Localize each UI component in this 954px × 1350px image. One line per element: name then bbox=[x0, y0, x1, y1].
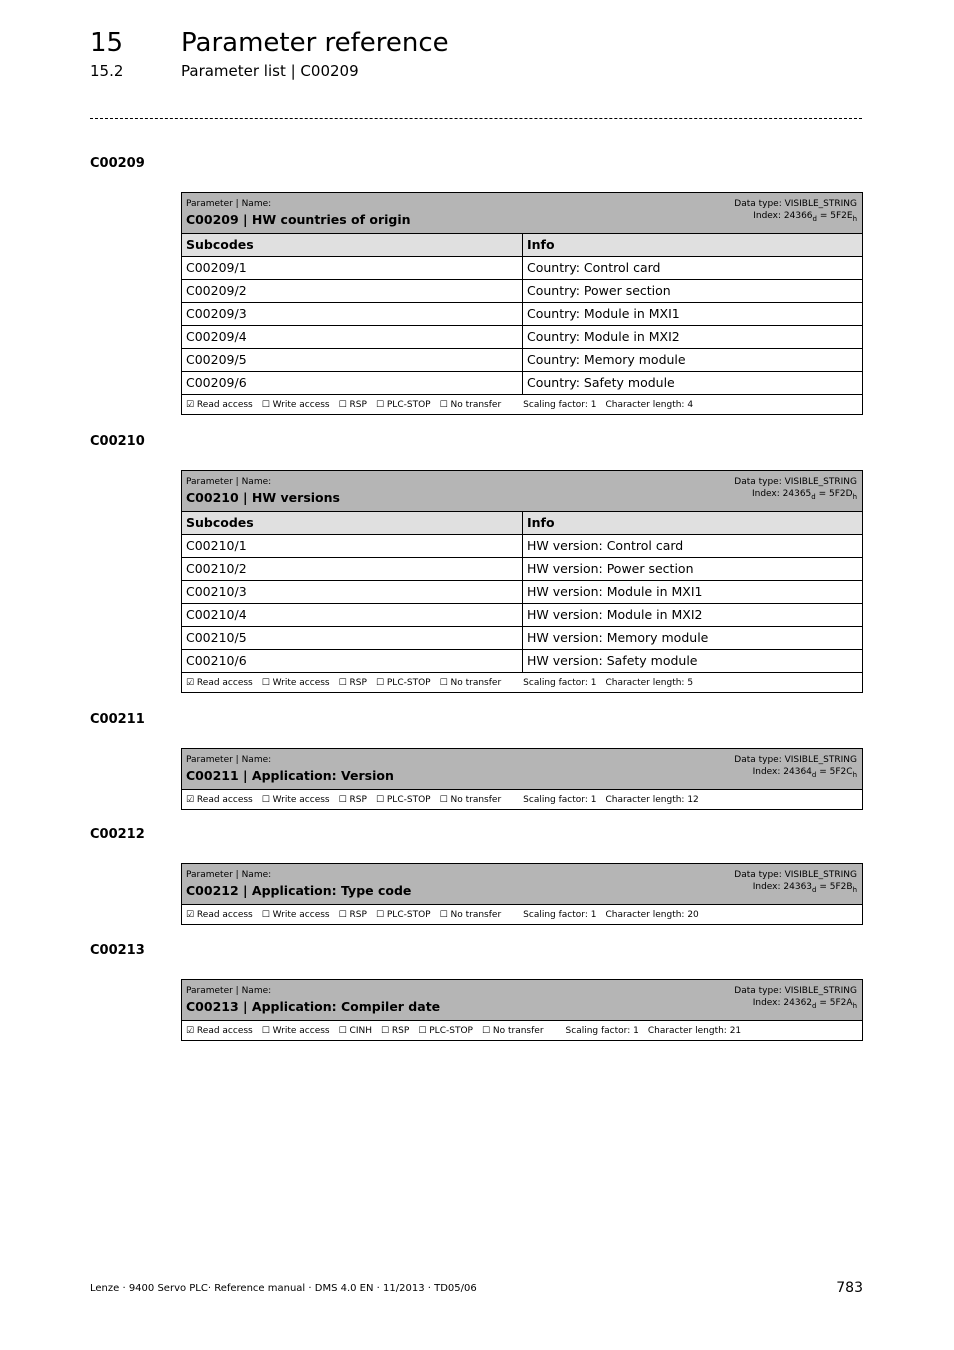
flag-read-access: ☑ Read access bbox=[186, 399, 253, 410]
parameter-index: Index: $24363_d = 5F2B_h$ bbox=[752, 882, 857, 894]
parameter-name: C00213 | Application: Compiler date bbox=[186, 999, 441, 1014]
character-length: Character length: 21 bbox=[647, 1025, 742, 1036]
flag-no-transfer: ☐ No transfer bbox=[439, 677, 502, 688]
flag-write-access: ☐ Write access bbox=[261, 1025, 330, 1036]
section-number: 15.2 bbox=[90, 62, 124, 80]
info-cell: HW version: Module in MXI2 bbox=[527, 607, 703, 622]
parameter-header bbox=[182, 980, 862, 1021]
document-footer: Lenze · 9400 Servo PLC· Reference manual · DMS 4.0 EN · 11/2013 · TD05/06 bbox=[90, 1283, 477, 1294]
subcode-cell: C00210/3 bbox=[182, 581, 523, 603]
flag-plc-stop: ☐ PLC-STOP bbox=[375, 677, 431, 688]
table-row bbox=[182, 535, 862, 558]
flag-plc-stop: ☐ PLC-STOP bbox=[375, 909, 431, 920]
subcode-cell: C00209/6 bbox=[182, 372, 523, 394]
parameter-name: C00211 | Application: Version bbox=[186, 768, 394, 783]
section-label: C00210 bbox=[90, 434, 145, 449]
flag-read-access: ☑ Read access bbox=[186, 794, 253, 805]
data-type: Data type: VISIBLE_STRING bbox=[734, 199, 857, 209]
info-cell: Country: Control card bbox=[527, 260, 661, 275]
scaling-factor: Scaling factor: 1 bbox=[523, 399, 597, 410]
flag-rsp: ☐ RSP bbox=[381, 1025, 410, 1036]
table-row bbox=[182, 280, 862, 303]
flag-write-access: ☐ Write access bbox=[261, 677, 330, 688]
info-cell: Country: Safety module bbox=[527, 375, 675, 390]
data-type: Data type: VISIBLE_STRING bbox=[734, 477, 857, 487]
column-header-info: Info bbox=[527, 515, 555, 530]
flag-no-transfer: ☐ No transfer bbox=[439, 909, 502, 920]
column-header-info: Info bbox=[527, 237, 555, 252]
subcode-cell: C00210/1 bbox=[182, 535, 523, 557]
flag-rsp: ☐ RSP bbox=[338, 909, 367, 920]
flag-write-access: ☐ Write access bbox=[261, 909, 330, 920]
info-cell: HW version: Control card bbox=[527, 538, 684, 553]
info-cell: HW version: Memory module bbox=[527, 630, 709, 645]
subcode-cell: C00210/2 bbox=[182, 558, 523, 580]
flag-read-access: ☑ Read access bbox=[186, 1025, 253, 1036]
table-row bbox=[182, 581, 862, 604]
column-header-subcodes: Subcodes bbox=[182, 234, 523, 256]
table-row bbox=[182, 349, 862, 372]
data-type: Data type: VISIBLE_STRING bbox=[734, 986, 857, 996]
subcode-cell: C00209/2 bbox=[182, 280, 523, 302]
subcode-cell: C00209/4 bbox=[182, 326, 523, 348]
parameter-header bbox=[182, 193, 862, 234]
flag-rsp: ☐ RSP bbox=[338, 677, 367, 688]
scaling-factor: Scaling factor: 1 bbox=[565, 1025, 639, 1036]
info-cell: Country: Module in MXI1 bbox=[527, 306, 680, 321]
data-type: Data type: VISIBLE_STRING bbox=[734, 870, 857, 880]
info-cell: Country: Module in MXI2 bbox=[527, 329, 680, 344]
access-flags-row bbox=[182, 790, 862, 809]
flag-plc-stop: ☐ PLC-STOP bbox=[375, 794, 431, 805]
table-row bbox=[182, 604, 862, 627]
parameter-table bbox=[181, 863, 863, 925]
table-row bbox=[182, 303, 862, 326]
table-header-row bbox=[182, 234, 862, 257]
table-row bbox=[182, 627, 862, 650]
parameter-index: Index: $24366_d = 5F2E_h$ bbox=[753, 211, 857, 223]
param-name-label: Parameter | Name: bbox=[186, 477, 272, 487]
flag-no-transfer: ☐ No transfer bbox=[481, 1025, 544, 1036]
parameter-header bbox=[182, 471, 862, 512]
flag-write-access: ☐ Write access bbox=[261, 794, 330, 805]
parameter-name: C00212 | Application: Type code bbox=[186, 883, 412, 898]
table-row bbox=[182, 326, 862, 349]
parameter-table bbox=[181, 748, 863, 810]
subcode-cell: C00209/1 bbox=[182, 257, 523, 279]
param-name-label: Parameter | Name: bbox=[186, 870, 272, 880]
table-row bbox=[182, 650, 862, 673]
subcode-cell: C00210/5 bbox=[182, 627, 523, 649]
flag-read-access: ☑ Read access bbox=[186, 909, 253, 920]
info-cell: Country: Memory module bbox=[527, 352, 686, 367]
character-length: Character length: 5 bbox=[605, 677, 694, 688]
scaling-factor: Scaling factor: 1 bbox=[523, 677, 597, 688]
table-row bbox=[182, 372, 862, 395]
header-divider bbox=[90, 118, 862, 119]
param-name-label: Parameter | Name: bbox=[186, 986, 272, 996]
parameter-name: C00210 | HW versions bbox=[186, 490, 340, 505]
column-header-subcodes: Subcodes bbox=[182, 512, 523, 534]
flag-rsp: ☐ RSP bbox=[338, 399, 367, 410]
flag-plc-stop: ☐ PLC-STOP bbox=[375, 399, 431, 410]
table-row bbox=[182, 558, 862, 581]
info-cell: HW version: Module in MXI1 bbox=[527, 584, 703, 599]
subcode-cell: C00210/4 bbox=[182, 604, 523, 626]
section-title: Parameter list | C00209 bbox=[181, 62, 359, 80]
flag-cinh: ☐ CINH bbox=[338, 1025, 372, 1036]
access-flags-row bbox=[182, 395, 862, 414]
parameter-index: Index: $24365_d = 5F2D_h$ bbox=[751, 489, 857, 501]
page-number: 783 bbox=[836, 1280, 863, 1296]
info-cell: Country: Power section bbox=[527, 283, 671, 298]
parameter-header bbox=[182, 864, 862, 905]
info-cell: HW version: Power section bbox=[527, 561, 694, 576]
table-row bbox=[182, 257, 862, 280]
access-flags-row bbox=[182, 673, 862, 692]
chapter-number: 15 bbox=[90, 28, 124, 58]
subcode-cell: C00209/3 bbox=[182, 303, 523, 325]
parameter-table bbox=[181, 192, 863, 415]
param-name-label: Parameter | Name: bbox=[186, 199, 272, 209]
table-header-row bbox=[182, 512, 862, 535]
param-name-label: Parameter | Name: bbox=[186, 755, 272, 765]
section-label: C00213 bbox=[90, 943, 145, 958]
parameter-header bbox=[182, 749, 862, 790]
character-length: Character length: 4 bbox=[605, 399, 694, 410]
access-flags-row bbox=[182, 1021, 862, 1040]
flag-read-access: ☑ Read access bbox=[186, 677, 253, 688]
flag-plc-stop: ☐ PLC-STOP bbox=[418, 1025, 473, 1036]
access-flags-row bbox=[182, 905, 862, 924]
character-length: Character length: 20 bbox=[605, 909, 699, 920]
parameter-table bbox=[181, 979, 863, 1041]
parameter-index: Index: $24362_d = 5F2A_h$ bbox=[752, 998, 857, 1010]
info-cell: HW version: Safety module bbox=[527, 653, 698, 668]
scaling-factor: Scaling factor: 1 bbox=[523, 794, 597, 805]
scaling-factor: Scaling factor: 1 bbox=[523, 909, 597, 920]
section-label: C00211 bbox=[90, 712, 145, 727]
subcode-cell: C00209/5 bbox=[182, 349, 523, 371]
flag-no-transfer: ☐ No transfer bbox=[439, 794, 502, 805]
flag-write-access: ☐ Write access bbox=[261, 399, 330, 410]
parameter-index: Index: $24364_d = 5F2C_h$ bbox=[752, 767, 857, 779]
parameter-name: C00209 | HW countries of origin bbox=[186, 212, 411, 227]
flag-rsp: ☐ RSP bbox=[338, 794, 367, 805]
subcode-cell: C00210/6 bbox=[182, 650, 523, 672]
parameter-table bbox=[181, 470, 863, 693]
chapter-title: Parameter reference bbox=[181, 28, 449, 58]
flag-no-transfer: ☐ No transfer bbox=[439, 399, 502, 410]
section-label: C00209 bbox=[90, 156, 145, 171]
section-label: C00212 bbox=[90, 827, 145, 842]
data-type: Data type: VISIBLE_STRING bbox=[734, 755, 857, 765]
character-length: Character length: 12 bbox=[605, 794, 699, 805]
